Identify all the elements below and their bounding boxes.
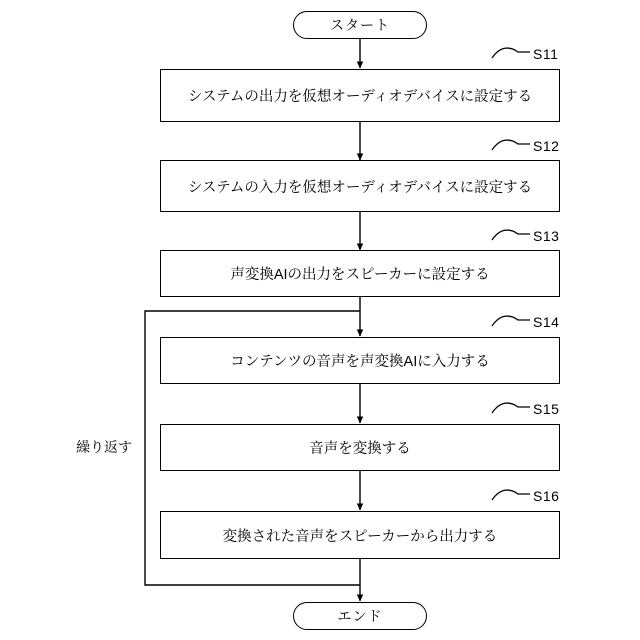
end-terminator: [293, 602, 427, 630]
process-s15-label: 音声を変換する: [309, 441, 411, 457]
process-s11-label: システムの出力を仮想オーディオデバイスに設定する: [187, 89, 533, 105]
loop-back-label: 繰り返す: [76, 439, 132, 455]
step-id-s13: S13: [533, 228, 560, 244]
process-s13: [160, 250, 560, 297]
start-terminator: [293, 11, 427, 39]
process-s16-label: 変換された音声をスピーカーから出力する: [222, 528, 498, 545]
process-s13-label: 声変換AIの出力をスピーカーに設定する: [230, 267, 490, 283]
process-s12-label: システムの入力を仮想オーディオデバイスに設定する: [187, 179, 533, 196]
start-label: スタート: [330, 17, 390, 33]
end-label: エンド: [337, 608, 383, 624]
step-id-s14: S14: [533, 314, 560, 330]
process-s15: [160, 424, 560, 471]
process-s11: [160, 69, 560, 122]
process-s14: [160, 337, 560, 384]
process-s14-label: コンテンツの音声を声変換AIに入力する: [230, 354, 490, 370]
process-s12: [160, 160, 560, 212]
step-id-s12: S12: [533, 138, 560, 154]
step-id-s11: S11: [533, 46, 559, 62]
process-s16: [160, 511, 560, 559]
step-id-s15: S15: [533, 401, 560, 417]
step-id-s16: S16: [533, 488, 560, 504]
